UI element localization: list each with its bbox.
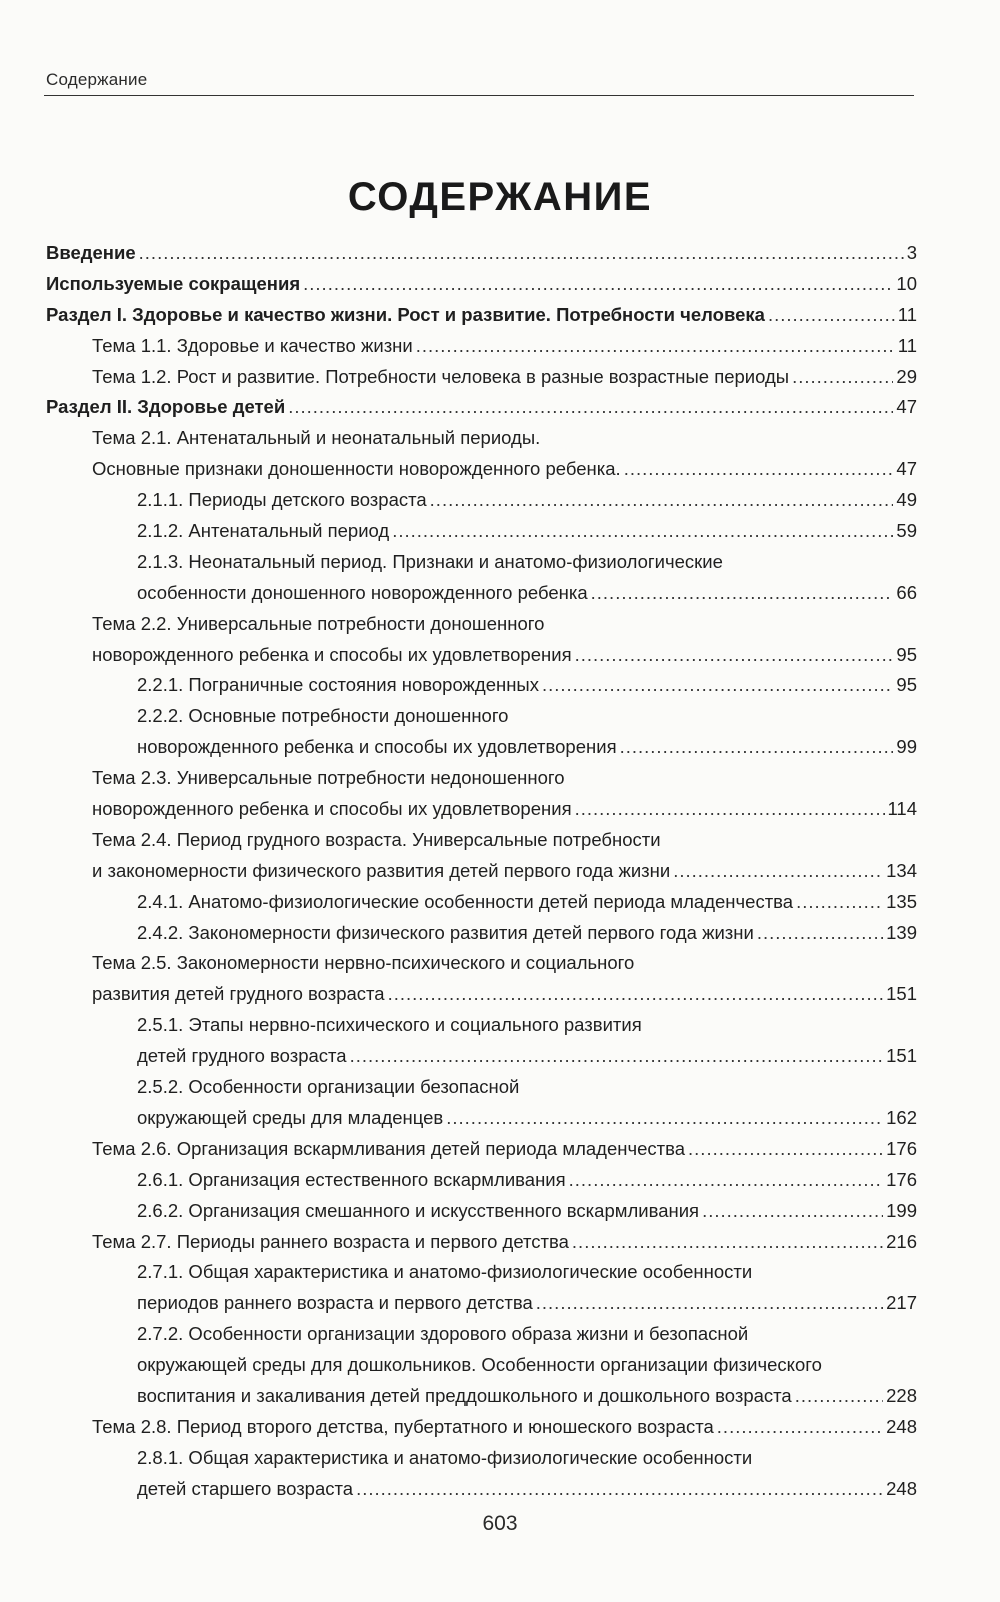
toc-entry [46,1010,917,1041]
toc-entry-text: 2.4.2. Закономерности физического развития детей первого года жизни [137,921,754,943]
toc-entry-page: 95 [896,643,917,665]
toc-entry-page: 176 [886,1137,917,1159]
toc-entry-text: Введение [46,242,136,263]
toc-entry [46,1103,917,1134]
dot-leader [388,979,884,1010]
dot-leader [575,640,894,671]
toc-entry-text: Тема 2.2. Универсальные потребности доношенного [92,612,545,634]
toc-entry-page: 248 [886,1477,917,1499]
toc-entry [46,1134,917,1165]
toc-entry-text: особенности доношенного новорожденного ребенка [137,581,588,603]
toc-entry-text: новорожденного ребенка и способы их удовлетворения [137,736,617,758]
dot-leader [542,670,893,701]
toc-entry-text: Тема 2.8. Период второго детства, пубертатного и юношеского возраста [92,1415,714,1437]
toc-entry-page: 10 [896,272,917,294]
dot-leader [356,1474,883,1505]
toc-entry-text: 2.7.2. Особенности организации здорового образа жизни и безопасной [137,1323,749,1345]
toc-entry [46,887,917,918]
toc-entry [46,1196,917,1227]
toc-entry-text: окружающей среды для младенцев [137,1106,444,1128]
toc-entry [46,948,917,979]
toc-entry [46,640,917,671]
dot-leader [620,732,894,763]
toc-entry-text: воспитания и закаливания детей преддошкольного и дошкольного возраста [137,1384,792,1406]
toc-entry-page: 47 [896,458,917,480]
toc-entry-text: Основные признаки доношенности новорожденного ребенка. [92,458,621,480]
toc-entry [46,763,917,794]
toc-entry [46,979,917,1010]
toc-entry-page: 135 [886,890,917,912]
toc-entry-text: периодов раннего возраста и первого детства [137,1292,533,1314]
dot-leader [139,238,904,269]
toc-entry [46,1412,917,1443]
toc-entry [46,362,917,393]
toc-entry-page: 29 [896,365,917,387]
dot-leader [416,331,895,362]
dot-leader [717,1412,883,1443]
table-of-contents [46,238,917,1505]
dot-leader [446,1103,883,1134]
toc-entry-text: 2.5.2. Особенности организации безопасной [137,1076,520,1098]
toc-entry-text: Тема 2.4. Период грудного возраста. Универсальные потребности [92,828,661,850]
toc-entry [46,485,917,516]
toc-entry-page: 99 [896,736,917,758]
toc-entry [46,918,917,949]
toc-entry-text: и закономерности физического развития детей первого года жизни [92,859,671,881]
dot-leader [688,1134,883,1165]
toc-entry-text: Тема 1.1. Здоровье и качество жизни [92,334,413,356]
dot-leader [536,1288,883,1319]
toc-entry [46,1350,917,1381]
toc-entry-text: Раздел I. Здоровье и качество жизни. Рост и развитие. Потребности человека [46,303,765,325]
dot-leader [591,578,894,609]
toc-entry-page: 217 [886,1292,917,1314]
toc-entry-text: Тема 2.1. Антенатальный и неонатальный периоды. [92,427,541,449]
toc-entry-text: развития детей грудного возраста [92,983,385,1005]
toc-entry [46,732,917,763]
page-number: 603 [482,1512,518,1535]
toc-entry-page: 3 [906,242,917,263]
toc-entry-text: 2.1.2. Антенатальный период [137,520,390,542]
toc-entry [46,1474,917,1505]
toc-entry [46,392,917,423]
toc-entry [46,1257,917,1288]
toc-entry [46,701,917,732]
toc-entry-page: 11 [897,334,917,356]
dot-leader [569,1165,883,1196]
toc-entry-page: 59 [896,520,917,542]
toc-entry-page: 151 [886,1045,917,1067]
toc-entry [46,516,917,547]
toc-entry-page: 199 [886,1199,917,1221]
toc-entry-text: 2.5.1. Этапы нервно-психического и социального развития [137,1014,642,1036]
toc-entry-text: 2.2.1. Пограничные состояния новорожденных [137,674,539,696]
toc-entry [46,1288,917,1319]
toc-entry-text: 2.6.1. Организация естественного вскармливания [137,1168,566,1190]
dot-leader [575,794,885,825]
toc-entry-text: 2.1.1. Периоды детского возраста [137,489,427,511]
toc-entry-page: 139 [886,921,917,943]
dot-leader [288,392,893,423]
toc-entry-page: 134 [886,859,917,881]
toc-entry-text: детей грудного возраста [137,1045,347,1067]
toc-entry [46,856,917,887]
toc-entry [46,454,917,485]
toc-entry [46,547,917,578]
toc-entry-text: Тема 1.2. Рост и развитие. Потребности человека в разные возрастные периоды [92,365,790,387]
toc-entry-page: 248 [886,1415,917,1437]
toc-entry [46,1381,917,1412]
toc-entry [46,1227,917,1258]
dot-leader [792,362,893,393]
toc-entry-text: 2.6.2. Организация смешанного и искусственного вскармливания [137,1199,700,1221]
toc-entry-text: Используемые сокращения [46,272,301,294]
dot-leader [350,1041,884,1072]
toc-entry [46,1443,917,1474]
toc-entry-page: 216 [886,1230,917,1252]
toc-entry-page: 47 [896,396,917,418]
toc-entry-text: 2.2.2. Основные потребности доношенного [137,705,509,727]
page-title: СОДЕРЖАНИЕ [347,175,653,219]
toc-entry-text: 2.4.1. Анатомо-физиологические особенности детей периода младенчества [137,890,794,912]
toc-entry [46,423,917,454]
header-rule [44,95,914,96]
toc-entry-text: Тема 2.7. Периоды раннего возраста и первого детства [92,1230,569,1252]
toc-entry [46,578,917,609]
toc-entry-text: новорожденного ребенка и способы их удовлетворения [92,798,572,820]
dot-leader [768,300,895,331]
toc-entry [46,331,917,362]
toc-entry-page: 228 [886,1384,917,1406]
toc-entry-text: Тема 2.6. Организация вскармливания детей периода младенчества [92,1137,686,1159]
toc-entry [46,238,917,269]
dot-leader [702,1196,883,1227]
toc-entry-text: Раздел II. Здоровье детей [46,396,286,418]
dot-leader [303,269,893,300]
toc-entry-page: 176 [886,1168,917,1190]
toc-entry [46,269,917,300]
toc-entry-page: 11 [897,303,917,325]
toc-entry-text: 2.8.1. Общая характеристика и анатомо-физиологические особенности [137,1446,753,1468]
toc-entry-page: 162 [886,1106,917,1128]
dot-leader [757,918,883,949]
dot-leader [624,454,894,485]
toc-entry-text: детей старшего возраста [137,1477,354,1499]
toc-entry-page: 66 [896,581,917,603]
toc-entry [46,300,917,331]
toc-entry [46,794,917,825]
toc-entry [46,1041,917,1072]
dot-leader [430,485,894,516]
dot-leader [796,887,883,918]
toc-entry-text: 2.1.3. Неонатальный период. Признаки и анатомо-физиологические [137,550,723,572]
toc-entry-text: окружающей среды для дошкольников. Особенности организации физического [137,1354,822,1376]
dot-leader [392,516,893,547]
toc-entry [46,1165,917,1196]
toc-entry-page: 95 [896,674,917,696]
dot-leader [673,856,883,887]
toc-entry-text: 2.7.1. Общая характеристика и анатомо-физиологические особенности [137,1261,753,1283]
toc-entry [46,1072,917,1103]
toc-entry-text: Тема 2.5. Закономерности нервно-психического и социального [92,952,635,974]
running-head: Содержание [46,70,148,89]
toc-entry [46,1319,917,1350]
dot-leader [572,1227,883,1258]
toc-entry-text: новорожденного ребенка и способы их удовлетворения [92,643,572,665]
toc-entry-page: 151 [886,983,917,1005]
toc-entry-text: Тема 2.3. Универсальные потребности недоношенного [92,767,565,789]
toc-entry [46,609,917,640]
toc-entry-page: 49 [896,489,917,511]
toc-entry-page: 114 [887,798,917,820]
toc-entry [46,670,917,701]
dot-leader [795,1381,883,1412]
toc-entry [46,825,917,856]
